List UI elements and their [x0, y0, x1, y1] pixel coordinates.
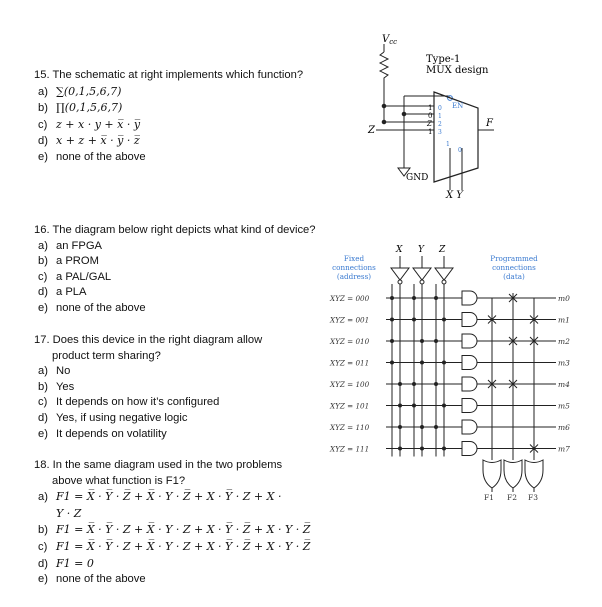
fixed-dot-6-2	[434, 425, 438, 429]
and-gate-5	[462, 399, 477, 413]
minterm-label-0: m0	[558, 294, 570, 303]
row-label-0: XYZ = 000	[330, 294, 370, 303]
fixed-dot-2-1	[420, 339, 424, 343]
fixed-dot-0-2	[434, 296, 438, 300]
fixed-dot-4-2	[434, 382, 438, 386]
output-f3-label: F3	[528, 493, 538, 502]
vcc-label: $V_{cc}$	[382, 34, 398, 46]
row-label-3: XYZ = 011	[330, 358, 370, 368]
mux-input-0-value: 1	[428, 104, 433, 112]
program-x-2-1	[508, 336, 518, 346]
q18-option-d[interactable]: d) F1 = 0	[38, 556, 94, 570]
fixed-dot-3-1	[420, 361, 424, 365]
gnd-label: GND	[406, 173, 429, 183]
q17-option-e[interactable]: e) It depends on volatility	[38, 427, 167, 440]
q17-option-c[interactable]: c) It depends on how it’s configured	[38, 396, 220, 409]
program-x-4-1	[508, 379, 518, 389]
and-gate-1	[462, 313, 477, 327]
mux-schematic	[362, 30, 502, 202]
question-18-stem-line1: 18. In the same diagram used in the two problems	[34, 459, 283, 471]
mux-select-xy: X Y	[446, 190, 463, 201]
output-f2-label: F2	[507, 493, 517, 502]
program-x-7-2	[529, 444, 539, 454]
q18-option-a[interactable]: a) F1 = X̅ · Y̅ · Z̅ + X̅ · Y · Z̅ + X · Y̅ · Z + X · Y · Z	[38, 490, 282, 520]
fixed-dot-4-1	[412, 382, 416, 386]
row-label-4: XYZ = 100	[330, 380, 370, 389]
fixed-dot-3-0	[390, 361, 394, 365]
input-buffer-y	[413, 268, 431, 280]
minterm-label-7: m7	[558, 444, 570, 454]
fixed-dot-6-1	[420, 425, 424, 429]
mux-title-line1: Type-1	[426, 54, 461, 65]
q16-option-b[interactable]: b) a PROM	[38, 255, 99, 268]
fixed-dot-1-1	[412, 318, 416, 322]
row-label-6: XYZ = 110	[330, 423, 370, 432]
program-x-2-2	[529, 336, 539, 346]
fixed-dot-0-1	[412, 296, 416, 300]
fixed-dot-7-2	[442, 447, 446, 451]
fixed-dot-3-2	[442, 361, 446, 365]
mux-index-2: 2	[438, 121, 442, 128]
q15-option-d[interactable]: d) x + z + x̅ · y̅ · z̅	[38, 134, 140, 148]
minterm-label-4: m4	[558, 380, 570, 389]
program-x-0-1	[508, 293, 518, 303]
fixed-dot-5-1	[412, 404, 416, 408]
program-x-4-0	[487, 379, 497, 389]
fixed-dot-1-0	[390, 318, 394, 322]
fixed-dot-5-0	[398, 404, 402, 408]
mux-select-index-1: 1	[446, 141, 450, 148]
q18-option-b[interactable]: b) F1 = X̅ · Y̅ · Z + X̅ · Y · Z + X · Y̅ · Z̅ + X · Y · Z̅	[38, 523, 311, 537]
fixed-dot-4-0	[398, 382, 402, 386]
question-17	[34, 333, 354, 442]
inverter-bubble-z	[442, 280, 446, 284]
q15-option-b[interactable]: b) ∏(0,1,5,6,7)	[38, 101, 123, 115]
and-gate-6	[462, 420, 477, 434]
q16-option-a[interactable]: a) an FPGA	[38, 239, 103, 252]
mux-index-3: 3	[438, 129, 442, 136]
mux-index-0: 0	[438, 105, 442, 112]
question-17-stem-line1: 17. Does this device in the right diagram allow	[34, 334, 263, 346]
programmed-label-line1: Programmed	[490, 254, 538, 263]
fixed-dot-6-0	[398, 425, 402, 429]
programmed-label-line3: (data)	[503, 272, 525, 281]
input-y-label: Y	[418, 245, 424, 255]
pld-diagram	[326, 238, 582, 506]
q16-option-d[interactable]: d) a PLA	[38, 286, 87, 299]
q18-option-e[interactable]: e) none of the above	[38, 573, 146, 586]
fixed-dot-2-2	[434, 339, 438, 343]
row-label-5: XYZ = 101	[330, 401, 370, 411]
input-buffer-x	[391, 268, 409, 280]
question-18	[34, 458, 364, 588]
mux-input-1-value: 0	[428, 112, 433, 120]
minterm-label-1: m1	[558, 315, 570, 325]
question-18-stem-line2: above what function is F1?	[52, 474, 186, 487]
minterm-label-5: m5	[558, 401, 570, 411]
row-label-7: XYZ = 111	[330, 444, 370, 454]
or-gate-f1	[483, 460, 501, 488]
or-gate-f3	[525, 460, 543, 488]
and-gate-3	[462, 356, 477, 370]
q17-option-b[interactable]: b) Yes	[38, 380, 75, 393]
question-16	[34, 223, 354, 317]
fixed-label-line1: Fixed	[343, 254, 365, 263]
fixed-dot-0-0	[390, 296, 394, 300]
mux-index-1: 1	[438, 113, 442, 120]
row-label-1: XYZ = 001	[330, 315, 370, 325]
q17-option-d[interactable]: d) Yes, if using negative logic	[38, 411, 188, 424]
program-x-1-2	[529, 315, 539, 325]
inverter-bubble-x	[398, 280, 402, 284]
or-gate-f2	[504, 460, 522, 488]
question-16-stem: 16. The diagram below right depicts what kind of device?	[34, 224, 316, 236]
fixed-dot-1-2	[442, 318, 446, 322]
fixed-dot-2-0	[390, 339, 394, 343]
mux-z-input: Z	[368, 125, 375, 136]
fixed-dot-7-0	[398, 447, 402, 451]
question-15	[34, 68, 354, 166]
fixed-dot-7-1	[420, 447, 424, 451]
and-gate-4	[462, 377, 477, 391]
output-f1-label: F1	[484, 493, 494, 502]
fixed-dot-5-2	[442, 404, 446, 408]
q16-option-e[interactable]: e) none of the above	[38, 301, 146, 314]
minterm-label-6: m6	[558, 423, 570, 432]
q17-option-a[interactable]: a) No	[38, 365, 71, 378]
q15-option-a[interactable]: a) ∑(0,1,5,6,7)	[38, 84, 122, 98]
q15-option-c[interactable]: c) z + x · y + x̅ · y̅	[38, 117, 141, 131]
inverter-bubble-y	[420, 280, 424, 284]
mux-input-2-value: Z	[427, 120, 432, 128]
row-label-2: XYZ = 010	[330, 337, 370, 346]
and-gate-2	[462, 334, 477, 348]
question-15-stem: 15. The schematic at right implements which function?	[34, 69, 304, 81]
fixed-label-line3: (address)	[336, 272, 372, 281]
pullup-resistor	[380, 52, 388, 106]
q18-option-c[interactable]: c) F1 = X̅ · Y̅ · Z + X̅ · Y · Z + X · Y̅ · Z̅ + X · Y · Z̅	[38, 539, 311, 553]
input-z-label: Z	[439, 245, 446, 255]
minterm-label-3: m3	[558, 358, 570, 368]
program-x-1-0	[487, 315, 497, 325]
question-17-stem-line2: product term sharing?	[52, 349, 161, 362]
mux-input-3-value: 1	[428, 128, 433, 136]
input-buffer-z	[435, 268, 453, 280]
en-label: EN	[452, 102, 464, 110]
q16-option-c[interactable]: c) a PAL/GAL	[38, 270, 112, 283]
programmed-label-line2: connections	[492, 263, 536, 272]
minterm-label-2: m2	[558, 337, 570, 346]
input-x-label: X	[396, 245, 403, 255]
q15-option-e[interactable]: e) none of the above	[38, 150, 146, 163]
fixed-label-line2: connections	[332, 263, 376, 272]
mux-output-f: F	[486, 118, 493, 129]
and-gate-7	[462, 442, 477, 456]
mux-title-line2: MUX design	[426, 65, 489, 76]
mux-select-index-0: 0	[458, 147, 462, 154]
and-gate-0	[462, 291, 477, 305]
